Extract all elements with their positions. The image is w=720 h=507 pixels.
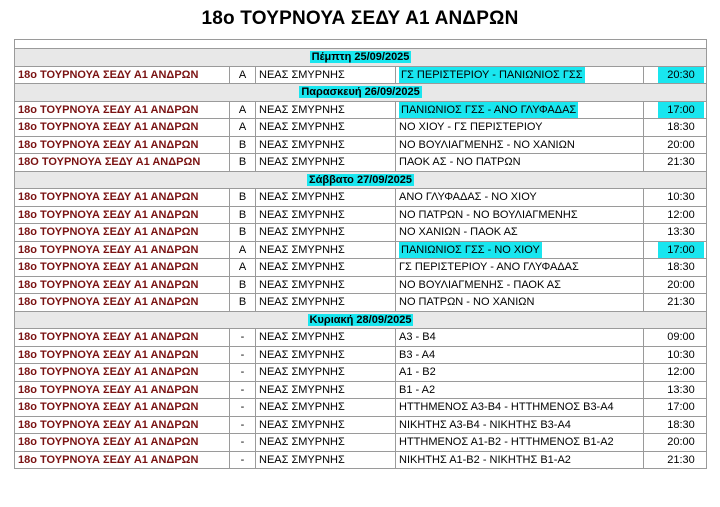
venue-name: ΝΕΑΣ ΣΜΥΡΝΗΣ: [259, 261, 345, 274]
match-cell: [396, 364, 644, 382]
tournament-cell: [15, 276, 230, 294]
venue-cell: [256, 189, 396, 207]
match-cell: [396, 66, 644, 84]
venue-cell: [256, 434, 396, 452]
time-cell: [644, 434, 707, 452]
match-name: ΝΟ ΠΑΤΡΩΝ - ΝΟ ΒΟΥΛΙΑΓΜΕΝΗΣ: [399, 208, 578, 221]
schedule-table: [14, 39, 707, 469]
tournament-cell: [15, 329, 230, 347]
match-name: ΗΤΤΗΜΕΝΟΣ Α3-Β4 - ΗΤΤΗΜΕΝΟΣ Β3-Α4: [399, 401, 614, 414]
group-cell: [230, 206, 256, 224]
match-name: ΓΣ ΠΕΡΙΣΤΕΡΙΟΥ - ΠΑΝΙΩΝΙΟΣ ΓΣΣ: [401, 68, 583, 81]
group-name: -: [240, 383, 245, 396]
venue-name: ΝΕΑΣ ΣΜΥΡΝΗΣ: [259, 436, 345, 449]
time-cell: [644, 241, 707, 259]
match-cell: [396, 381, 644, 399]
match-time: 20:30: [658, 67, 704, 84]
tournament-name: 18ο ΤΟΥΡΝΟΥΑ ΣΕΔΥ Α1 ΑΝΔΡΩΝ: [18, 366, 199, 379]
tournament-name: 18ο ΤΟΥΡΝΟΥΑ ΣΕΔΥ Α1 ΑΝΔΡΩΝ: [18, 226, 199, 239]
match-time: 20:00: [667, 436, 695, 449]
venue-cell: [256, 416, 396, 434]
day-label: Παρασκευή 26/09/2025: [301, 86, 420, 99]
day-label: Πέμπτη 25/09/2025: [311, 51, 410, 64]
venue-cell: [256, 119, 396, 137]
match-name: ΠΑΝΙΩΝΙΟΣ ΓΣΣ - ΝΟ ΧΙΟΥ: [401, 243, 540, 256]
day-header-row: [15, 49, 707, 67]
table-row: [15, 346, 707, 364]
group-cell: [230, 259, 256, 277]
match-time: 09:00: [667, 331, 695, 344]
tournament-cell: [15, 451, 230, 469]
group-cell: [230, 101, 256, 119]
match-time: 17:00: [658, 102, 704, 119]
group-cell: [230, 241, 256, 259]
table-spacer-row: [15, 40, 707, 49]
group-name: -: [240, 436, 245, 449]
tournament-name: 18ο ΤΟΥΡΝΟΥΑ ΣΕΔΥ Α1 ΑΝΔΡΩΝ: [18, 436, 199, 449]
group-name: Α: [238, 68, 247, 81]
table-row: [15, 136, 707, 154]
match-time: 18:30: [667, 418, 695, 431]
table-row: [15, 66, 707, 84]
tournament-cell: [15, 136, 230, 154]
table-row: [15, 154, 707, 172]
match-cell: [396, 346, 644, 364]
group-cell: [230, 119, 256, 137]
match-cell: [396, 241, 644, 259]
venue-name: ΝΕΑΣ ΣΜΥΡΝΗΣ: [259, 401, 345, 414]
table-row: [15, 434, 707, 452]
group-name: -: [240, 348, 245, 361]
match-time: 13:30: [667, 226, 695, 239]
day-header-row: [15, 171, 707, 189]
tournament-name: 18Ο ΤΟΥΡΝΟΥΑ ΣΕΔΥ Α1 ΑΝΔΡΩΝ: [18, 156, 201, 169]
tournament-cell: [15, 154, 230, 172]
group-cell: [230, 276, 256, 294]
time-cell: [644, 346, 707, 364]
match-cell: [396, 329, 644, 347]
page-title: 18ο ΤΟΥΡΝΟΥΑ ΣΕΔΥ Α1 ΑΝΔΡΩΝ: [201, 8, 519, 29]
venue-cell: [256, 259, 396, 277]
table-row: [15, 224, 707, 242]
match-cell: [396, 259, 644, 277]
tournament-cell: [15, 101, 230, 119]
group-cell: [230, 66, 256, 84]
match-name: Α1 - Β2: [399, 366, 436, 379]
match-cell: [396, 154, 644, 172]
day-header-row: [15, 84, 707, 102]
match-name: ΠΑΟΚ ΑΣ - ΝΟ ΠΑΤΡΩΝ: [399, 156, 521, 169]
time-cell: [644, 294, 707, 312]
tournament-name: 18ο ΤΟΥΡΝΟΥΑ ΣΕΔΥ Α1 ΑΝΔΡΩΝ: [18, 348, 199, 361]
venue-cell: [256, 451, 396, 469]
tournament-name: 18ο ΤΟΥΡΝΟΥΑ ΣΕΔΥ Α1 ΑΝΔΡΩΝ: [18, 191, 199, 204]
table-row: [15, 329, 707, 347]
match-cell: [396, 276, 644, 294]
tournament-name: 18ο ΤΟΥΡΝΟΥΑ ΣΕΔΥ Α1 ΑΝΔΡΩΝ: [18, 68, 199, 81]
venue-name: ΝΕΑΣ ΣΜΥΡΝΗΣ: [259, 453, 345, 466]
venue-cell: [256, 364, 396, 382]
group-name: Β: [238, 278, 247, 291]
match-name: Α3 - Β4: [399, 331, 436, 344]
venue-cell: [256, 294, 396, 312]
tournament-name: 18ο ΤΟΥΡΝΟΥΑ ΣΕΔΥ Α1 ΑΝΔΡΩΝ: [18, 383, 199, 396]
group-name: Β: [238, 208, 247, 221]
time-cell: [644, 154, 707, 172]
group-cell: [230, 154, 256, 172]
group-name: -: [240, 331, 245, 344]
group-cell: [230, 416, 256, 434]
table-row: [15, 241, 707, 259]
match-name: Β3 - Α4: [399, 348, 436, 361]
group-cell: [230, 381, 256, 399]
match-name: ΝΟ ΒΟΥΛΙΑΓΜΕΝΗΣ - ΝΟ ΧΑΝΙΩΝ: [399, 138, 575, 151]
group-name: -: [240, 366, 245, 379]
venue-name: ΝΕΑΣ ΣΜΥΡΝΗΣ: [259, 348, 345, 361]
match-time: 10:30: [667, 348, 695, 361]
tournament-cell: [15, 399, 230, 417]
match-time: 17:00: [667, 401, 695, 414]
venue-name: ΝΕΑΣ ΣΜΥΡΝΗΣ: [259, 103, 345, 116]
tournament-name: 18ο ΤΟΥΡΝΟΥΑ ΣΕΔΥ Α1 ΑΝΔΡΩΝ: [18, 296, 199, 309]
group-cell: [230, 136, 256, 154]
match-cell: [396, 294, 644, 312]
venue-name: ΝΕΑΣ ΣΜΥΡΝΗΣ: [259, 208, 345, 221]
tournament-name: 18ο ΤΟΥΡΝΟΥΑ ΣΕΔΥ Α1 ΑΝΔΡΩΝ: [18, 453, 199, 466]
match-time: 18:30: [667, 261, 695, 274]
time-cell: [644, 189, 707, 207]
time-cell: [644, 364, 707, 382]
group-name: Α: [238, 103, 247, 116]
group-cell: [230, 451, 256, 469]
match-cell: [396, 101, 644, 119]
tournament-cell: [15, 346, 230, 364]
group-cell: [230, 346, 256, 364]
match-name: ΑΝΟ ΓΛΥΦΑΔΑΣ - ΝΟ ΧΙΟΥ: [399, 191, 537, 204]
match-cell: [396, 136, 644, 154]
tournament-name: 18ο ΤΟΥΡΝΟΥΑ ΣΕΔΥ Α1 ΑΝΔΡΩΝ: [18, 418, 199, 431]
tournament-name: 18ο ΤΟΥΡΝΟΥΑ ΣΕΔΥ Α1 ΑΝΔΡΩΝ: [18, 331, 199, 344]
match-cell: [396, 224, 644, 242]
time-cell: [644, 206, 707, 224]
day-header-row: [15, 311, 707, 329]
match-name: ΝΟ ΠΑΤΡΩΝ - ΝΟ ΧΑΝΙΩΝ: [399, 296, 535, 309]
time-cell: [644, 259, 707, 277]
time-cell: [644, 329, 707, 347]
group-name: Β: [238, 226, 247, 239]
time-cell: [644, 451, 707, 469]
tournament-cell: [15, 224, 230, 242]
match-name: ΗΤΤΗΜΕΝΟΣ Α1-Β2 - ΗΤΤΗΜΕΝΟΣ Β1-Α2: [399, 436, 614, 449]
time-cell: [644, 416, 707, 434]
venue-name: ΝΕΑΣ ΣΜΥΡΝΗΣ: [259, 121, 345, 134]
match-cell: [396, 189, 644, 207]
group-cell: [230, 329, 256, 347]
table-row: [15, 294, 707, 312]
tournament-cell: [15, 241, 230, 259]
time-cell: [644, 136, 707, 154]
match-time: 12:00: [667, 366, 695, 379]
group-name: Β: [238, 138, 247, 151]
venue-cell: [256, 224, 396, 242]
group-cell: [230, 294, 256, 312]
match-time: 17:00: [658, 242, 704, 259]
venue-cell: [256, 241, 396, 259]
venue-cell: [256, 276, 396, 294]
match-name: ΝΙΚΗΤΗΣ Α1-Β2 - ΝΙΚΗΤΗΣ Β1-Α2: [399, 453, 571, 466]
tournament-cell: [15, 381, 230, 399]
tournament-name: 18ο ΤΟΥΡΝΟΥΑ ΣΕΔΥ Α1 ΑΝΔΡΩΝ: [18, 278, 199, 291]
match-cell: [396, 206, 644, 224]
match-time: 10:30: [667, 191, 695, 204]
match-time: 21:30: [667, 296, 695, 309]
tournament-name: 18ο ΤΟΥΡΝΟΥΑ ΣΕΔΥ Α1 ΑΝΔΡΩΝ: [18, 243, 199, 256]
day-label: Κυριακή 28/09/2025: [309, 313, 412, 326]
tournament-cell: [15, 66, 230, 84]
tournament-name: 18ο ΤΟΥΡΝΟΥΑ ΣΕΔΥ Α1 ΑΝΔΡΩΝ: [18, 121, 199, 134]
match-cell: [396, 119, 644, 137]
tournament-cell: [15, 189, 230, 207]
table-row: [15, 276, 707, 294]
venue-name: ΝΕΑΣ ΣΜΥΡΝΗΣ: [259, 226, 345, 239]
tournament-name: 18ο ΤΟΥΡΝΟΥΑ ΣΕΔΥ Α1 ΑΝΔΡΩΝ: [18, 138, 199, 151]
group-name: Α: [238, 261, 247, 274]
group-name: Β: [238, 191, 247, 204]
day-label: Σάββατο 27/09/2025: [309, 173, 413, 186]
time-cell: [644, 119, 707, 137]
match-name: ΓΣ ΠΕΡΙΣΤΕΡΙΟΥ - ΑΝΟ ΓΛΥΦΑΔΑΣ: [399, 261, 579, 274]
tournament-cell: [15, 364, 230, 382]
group-name: Α: [238, 121, 247, 134]
match-cell: [396, 416, 644, 434]
group-cell: [230, 434, 256, 452]
time-cell: [644, 101, 707, 119]
venue-name: ΝΕΑΣ ΣΜΥΡΝΗΣ: [259, 296, 345, 309]
table-row: [15, 119, 707, 137]
venue-name: ΝΕΑΣ ΣΜΥΡΝΗΣ: [259, 383, 345, 396]
match-time: 21:30: [667, 156, 695, 169]
venue-cell: [256, 381, 396, 399]
table-row: [15, 101, 707, 119]
venue-name: ΝΕΑΣ ΣΜΥΡΝΗΣ: [259, 138, 345, 151]
table-row: [15, 416, 707, 434]
venue-name: ΝΕΑΣ ΣΜΥΡΝΗΣ: [259, 243, 345, 256]
match-time: 13:30: [667, 383, 695, 396]
match-cell: [396, 434, 644, 452]
table-row: [15, 189, 707, 207]
venue-cell: [256, 136, 396, 154]
time-cell: [644, 66, 707, 84]
venue-cell: [256, 329, 396, 347]
group-name: Α: [238, 243, 247, 256]
time-cell: [644, 224, 707, 242]
tournament-cell: [15, 294, 230, 312]
venue-name: ΝΕΑΣ ΣΜΥΡΝΗΣ: [259, 366, 345, 379]
time-cell: [644, 399, 707, 417]
tournament-name: 18ο ΤΟΥΡΝΟΥΑ ΣΕΔΥ Α1 ΑΝΔΡΩΝ: [18, 103, 199, 116]
match-time: 21:30: [667, 453, 695, 466]
group-name: Β: [238, 156, 247, 169]
tournament-cell: [15, 119, 230, 137]
match-time: 12:00: [667, 208, 695, 221]
time-cell: [644, 381, 707, 399]
table-row: [15, 259, 707, 277]
tournament-cell: [15, 434, 230, 452]
venue-name: ΝΕΑΣ ΣΜΥΡΝΗΣ: [259, 68, 345, 81]
match-cell: [396, 399, 644, 417]
venue-cell: [256, 66, 396, 84]
table-row: [15, 206, 707, 224]
time-cell: [644, 276, 707, 294]
venue-name: ΝΕΑΣ ΣΜΥΡΝΗΣ: [259, 191, 345, 204]
tournament-cell: [15, 416, 230, 434]
venue-name: ΝΕΑΣ ΣΜΥΡΝΗΣ: [259, 278, 345, 291]
venue-cell: [256, 206, 396, 224]
match-cell: [396, 451, 644, 469]
tournament-name: 18ο ΤΟΥΡΝΟΥΑ ΣΕΔΥ Α1 ΑΝΔΡΩΝ: [18, 208, 199, 221]
group-cell: [230, 224, 256, 242]
match-name: ΠΑΝΙΩΝΙΟΣ ΓΣΣ - ΑΝΟ ΓΛΥΦΑΔΑΣ: [401, 103, 577, 116]
venue-cell: [256, 154, 396, 172]
group-name: -: [240, 401, 245, 414]
table-row: [15, 451, 707, 469]
tournament-cell: [15, 206, 230, 224]
venue-cell: [256, 399, 396, 417]
group-name: -: [240, 418, 245, 431]
match-time: 18:30: [667, 121, 695, 134]
venue-name: ΝΕΑΣ ΣΜΥΡΝΗΣ: [259, 418, 345, 431]
group-name: -: [240, 453, 245, 466]
tournament-name: 18ο ΤΟΥΡΝΟΥΑ ΣΕΔΥ Α1 ΑΝΔΡΩΝ: [18, 401, 199, 414]
match-time: 20:00: [667, 138, 695, 151]
group-cell: [230, 364, 256, 382]
match-name: ΝΟ ΧΙΟΥ - ΓΣ ΠΕΡΙΣΤΕΡΙΟΥ: [399, 121, 543, 134]
venue-name: ΝΕΑΣ ΣΜΥΡΝΗΣ: [259, 331, 345, 344]
venue-cell: [256, 346, 396, 364]
match-name: ΝΟ ΧΑΝΙΩΝ - ΠΑΟΚ ΑΣ: [399, 226, 518, 239]
venue-cell: [256, 101, 396, 119]
tournament-cell: [15, 259, 230, 277]
group-cell: [230, 399, 256, 417]
match-time: 20:00: [667, 278, 695, 291]
match-name: Β1 - Α2: [399, 383, 436, 396]
group-cell: [230, 189, 256, 207]
group-name: Β: [238, 296, 247, 309]
table-row: [15, 381, 707, 399]
venue-name: ΝΕΑΣ ΣΜΥΡΝΗΣ: [259, 156, 345, 169]
match-name: ΝΙΚΗΤΗΣ Α3-Β4 - ΝΙΚΗΤΗΣ Β3-Α4: [399, 418, 571, 431]
table-row: [15, 364, 707, 382]
tournament-name: 18ο ΤΟΥΡΝΟΥΑ ΣΕΔΥ Α1 ΑΝΔΡΩΝ: [18, 261, 199, 274]
table-row: [15, 399, 707, 417]
match-name: ΝΟ ΒΟΥΛΙΑΓΜΕΝΗΣ - ΠΑΟΚ ΑΣ: [399, 278, 561, 291]
